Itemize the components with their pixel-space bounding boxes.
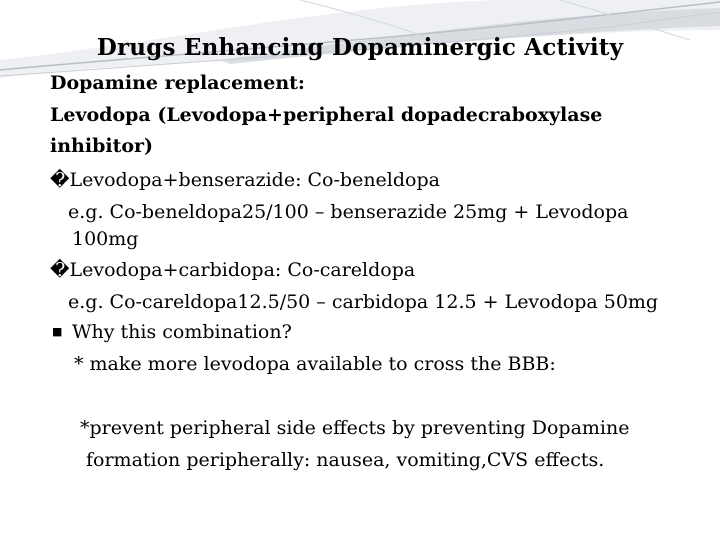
item-carbidopa: �Levodopa+carbidopa: Co-careldopa (50, 259, 416, 281)
question-why-combination: Why this combination? (72, 321, 292, 343)
answer-prevent-side-effects-line1: *prevent peripheral side effects by preventing Dopamine (80, 417, 630, 439)
answer-more-levodopa: * make more levodopa available to cross the BBB: (74, 353, 556, 375)
item-benserazide: �Levodopa+benserazide: Co-beneldopa (50, 169, 440, 191)
heading-levodopa-line1: Levodopa (Levodopa+peripheral dopadecraboxylase (50, 104, 603, 126)
heading-dopamine-replacement: Dopamine replacement: (50, 72, 305, 94)
answer-prevent-side-effects-line2: formation peripherally: nausea, vomiting,CVS effects. (86, 449, 605, 471)
item-benserazide-example-line1: e.g. Co-beneldopa25/100 – benserazide 25mg + Levodopa (68, 201, 629, 223)
item-benserazide-example-line2: 100mg (72, 228, 139, 250)
slide-title: Drugs Enhancing Dopaminergic Activity (96, 34, 624, 61)
square-bullet-icon: ■ (52, 325, 63, 338)
item-carbidopa-example: e.g. Co-careldopa12.5/50 – carbidopa 12.5 + Levodopa 50mg (68, 291, 659, 313)
heading-levodopa-line2: inhibitor) (50, 135, 154, 157)
